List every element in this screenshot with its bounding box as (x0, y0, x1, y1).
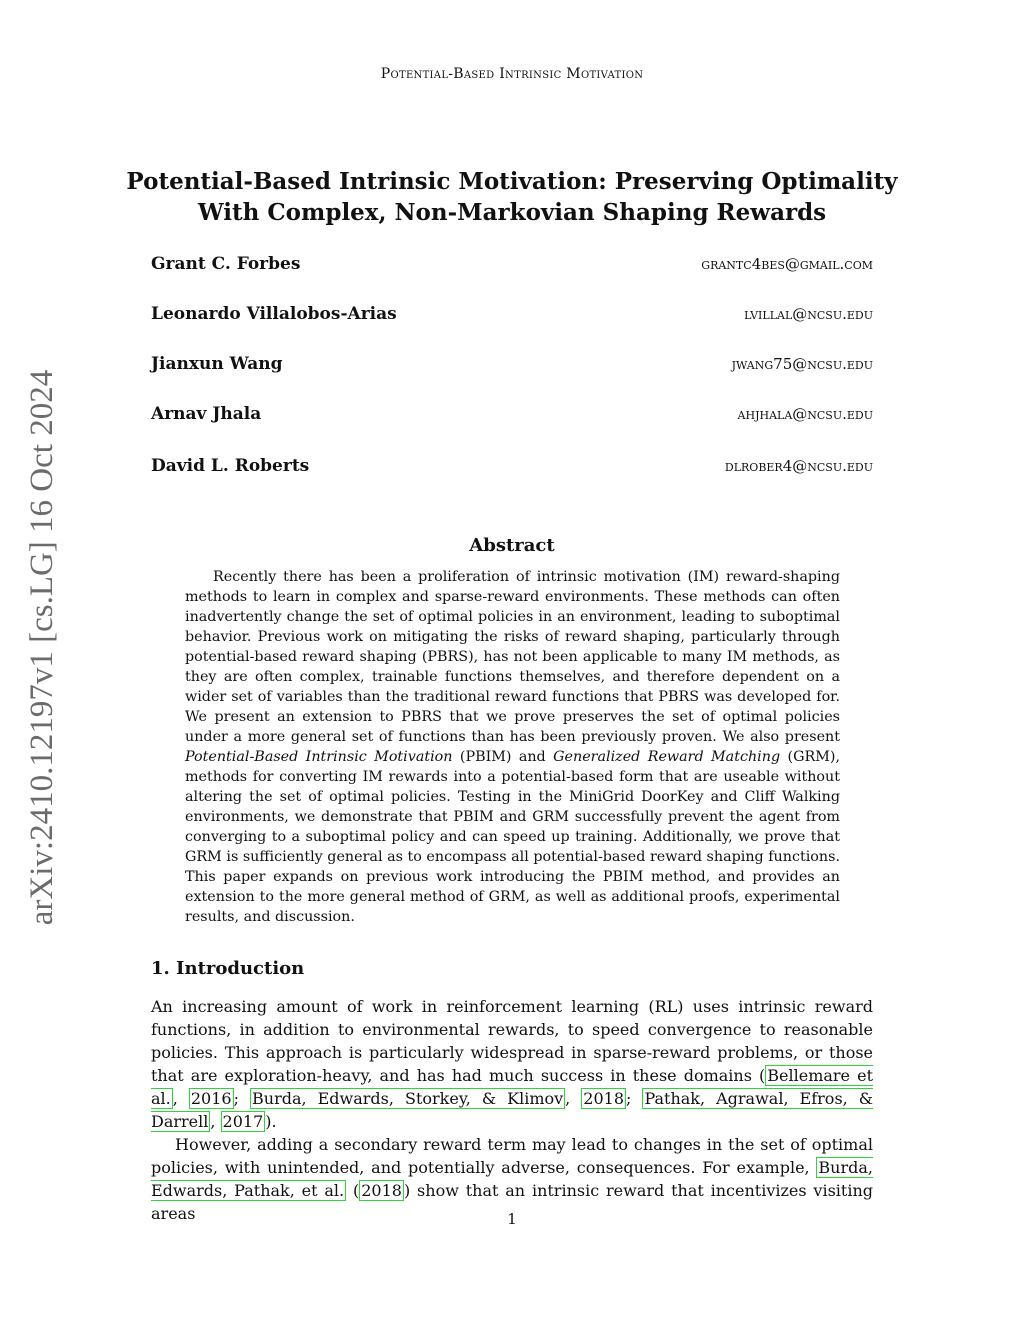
author-email: grantc4bes@gmail.com (701, 255, 873, 273)
author-name: David L. Roberts (151, 456, 310, 476)
intro-paragraph-1: An increasing amount of work in reinforcement learning (RL) uses intrinsic reward functions, in addition to environmental rewards, to speed convergence to reasonable policies. This approach is particularly widespread in sparse-reward problems, or those that are exploration-heavy, and has had much success in these domains ( Bellemare et al. , 2016 ; Burda, Edwards, Storkey, & Klimov , 2018 ; Pathak, Agrawal, Efros, & Darrell , 2017 ). (151, 997, 874, 1131)
author-row (151, 456, 873, 506)
citation-link-pathak[interactable]: Pathak, Agrawal, Efros, & Darrell (151, 1089, 874, 1131)
abstract-text-part-3: (GRM), methods for converting IM rewards into a potential-based form that are useable without altering the set of optimal policies. Testing in the MiniGrid DoorKey and Cliff Walking environments, we demonstrate that PBIM and GRM successfully prevent the agent from converging to a suboptimal policy and can speed up training. Additionally, we prove that GRM is sufficiently general as to encompass all potential-based reward shaping functions. This paper expands on previous work introducing the PBIM method, and provides an extension to the more general method of GRM, as well as additional proofs, experimental results, and discussion. (185, 749, 841, 925)
author-row (151, 354, 873, 404)
author-row (151, 404, 873, 454)
title-line-1: Potential-Based Intrinsic Motivation: Preserving Optimality (126, 168, 898, 195)
abstract-body (185, 567, 840, 927)
author-row (151, 254, 873, 304)
citation-year-link-pathak[interactable]: 2017 (222, 1112, 264, 1131)
citation-year-link-bellemare[interactable]: 2016 (190, 1089, 232, 1108)
running-head: Potential-Based Intrinsic Motivation (380, 66, 644, 82)
author-email: dlrober4@ncsu.edu (724, 457, 873, 475)
introduction-body (151, 995, 873, 1225)
intro-p1-text: An increasing amount of work in reinforcement learning (RL) uses intrinsic reward functions, in addition to environmental rewards, to speed convergence to reasonable policies. This approach is particularly widespread in sparse-reward problems, or those that are exploration-heavy, and has had much success in these domains ( (151, 997, 873, 1085)
abstract-term-grm: Generalized Reward Matching (553, 749, 781, 765)
intro-p2-text-end: show that an intrinsic reward that incentivizes visiting areas (151, 1181, 874, 1223)
author-email: ahjhala@ncsu.edu (737, 405, 873, 423)
citation-link-burda-2018[interactable]: Burda, Edwards, Storkey, & Klimov (252, 1089, 564, 1108)
author-email: lvillal@ncsu.edu (744, 305, 873, 323)
abstract-heading: Abstract (469, 535, 555, 556)
author-name: Leonardo Villalobos-Arias (151, 304, 397, 324)
citation-link-burda-pathak[interactable]: Burda, Edwards, Pathak, et al. (151, 1158, 873, 1200)
arxiv-identifier-stamp (8, 355, 78, 940)
intro-p1-end: ). (265, 1112, 277, 1131)
author-list (151, 254, 873, 506)
abstract-text-part-2: (PBIM) and (459, 749, 546, 765)
author-email: jwang75@ncsu.edu (731, 355, 873, 373)
paper-title (0, 166, 1024, 228)
citation-link-bellemare[interactable]: Bellemare et al. (151, 1066, 874, 1108)
abstract-text-part-1: Recently there has been a proliferation of intrinsic motivation (IM) reward-shaping methods to learn in complex and sparse-reward environments. These methods can often inadvertently change the set of optimal policies in an environment, leading to suboptimal behavior. Previous work on mitigating the risks of reward shaping, particularly through potential-based reward shaping (PBRS), has not been applicable to many IM methods, as they are often complex, trainable functions themselves, and therefore dependent on a wider set of variables than the traditional reward functions that PBRS was developed for. We present an extension to PBRS that we prove preserves the set of optimal policies under a more general set of functions than has been previously proven. We also present (185, 569, 840, 745)
author-row (151, 304, 873, 354)
citation-year-link-burda-2018[interactable]: 2018 (583, 1089, 625, 1108)
page-number: 1 (507, 1210, 517, 1228)
abstract-term-pbim: Potential-Based Intrinsic Motivation (185, 749, 453, 765)
section-heading-introduction: 1. Introduction (151, 958, 305, 979)
intro-p2-text: However, adding a secondary reward term may lead to changes in the set of optimal policies, with unintended, and potentially adverse, consequences. For example, (151, 1135, 873, 1177)
author-name: Grant C. Forbes (151, 254, 301, 274)
citation-year-link-burda-pathak[interactable]: 2018 (361, 1181, 402, 1200)
intro-paragraph-2: However, adding a secondary reward term may lead to changes in the set of optimal policies, with unintended, and potentially adverse, consequences. For example, Burda, Edwards, Pathak, et al. ( 2018 ) show that an intrinsic reward that incentivizes visiting areas (151, 1135, 874, 1223)
title-line-2: With Complex, Non-Markovian Shaping Rewards (197, 199, 827, 226)
arxiv-identifier-text: arXiv:2410.12197v1 [cs.LG] 16 Oct 2024 (24, 369, 61, 926)
abstract-paragraph (185, 567, 840, 927)
author-name: Arnav Jhala (151, 404, 262, 424)
author-name: Jianxun Wang (151, 354, 283, 374)
